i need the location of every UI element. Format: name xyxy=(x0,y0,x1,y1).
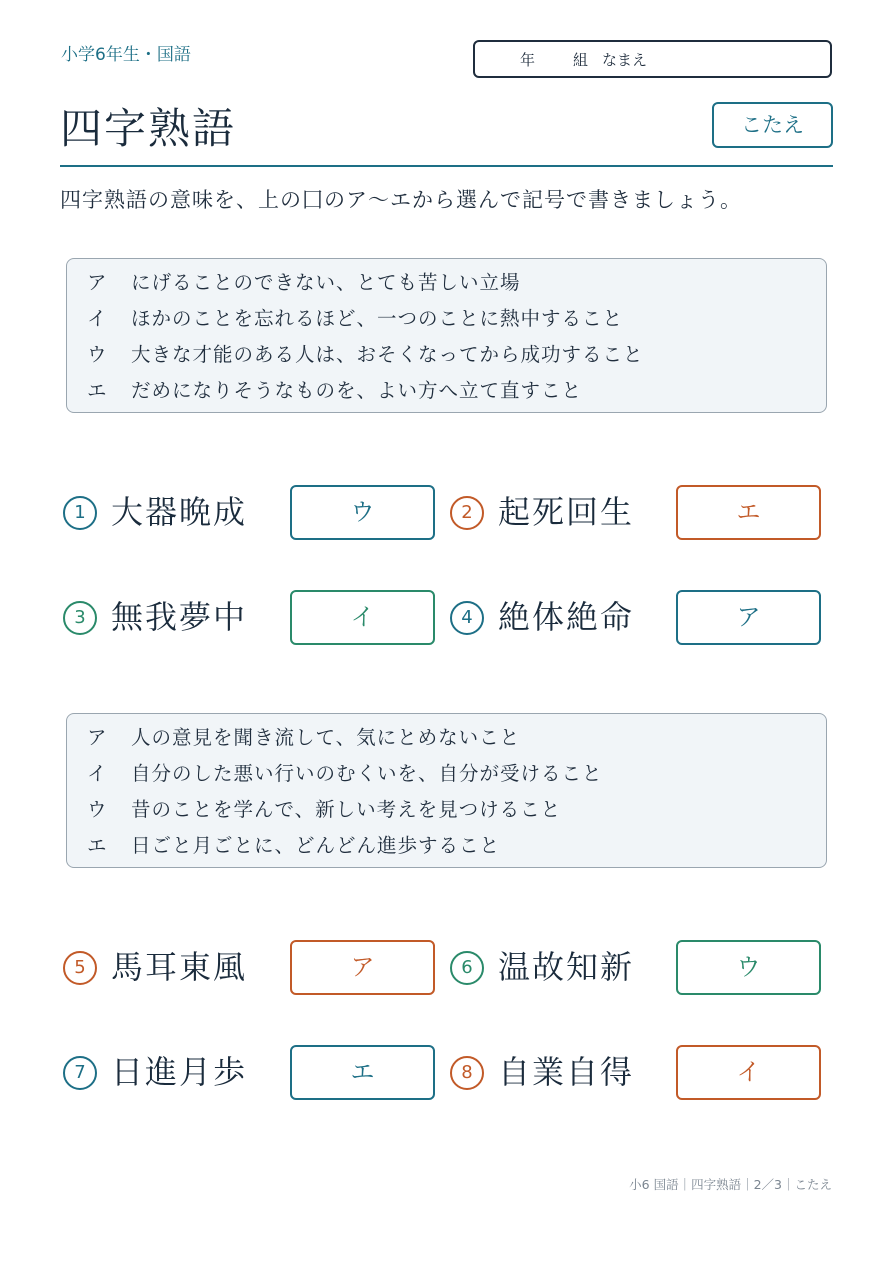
instruction-text: 四字熟語の意味を、上の囗のア〜エから選んで記号で書きましょう。 xyxy=(60,188,742,212)
choice-letter: ウ xyxy=(87,798,108,821)
question-number: 2 xyxy=(450,496,484,530)
choice-text: にげることのできない、とても苦しい立場 xyxy=(131,271,521,294)
choice-letter: イ xyxy=(87,307,108,330)
page-title: 四字熟語 xyxy=(60,104,237,153)
answer-box[interactable]: ウ xyxy=(290,485,435,540)
idiom-word: 自業自得 xyxy=(498,1053,635,1091)
answer-box[interactable]: ア xyxy=(676,590,821,645)
idiom-word: 無我夢中 xyxy=(111,598,248,636)
idiom-word: 温故知新 xyxy=(498,948,635,986)
answer-badge: こたえ xyxy=(712,102,833,148)
answer-box[interactable]: エ xyxy=(676,485,821,540)
choice-text: ほかのことを忘れるほど、一つのことに熱中すること xyxy=(131,307,624,330)
choice-letter: エ xyxy=(87,834,108,857)
name-box[interactable] xyxy=(473,40,832,78)
question-number: 5 xyxy=(63,951,97,985)
name-box-name-label: なまえ xyxy=(602,51,648,69)
choice-item xyxy=(87,830,500,858)
question-number: 8 xyxy=(450,1056,484,1090)
choice-letter: イ xyxy=(87,762,108,785)
choice-text: 日ごと月ごとに、どんどん進歩すること xyxy=(131,834,501,857)
choice-item xyxy=(87,339,644,367)
answer-box[interactable]: ウ xyxy=(676,940,821,995)
idiom-word: 日進月歩 xyxy=(111,1053,248,1091)
name-box-class-label: 組 xyxy=(573,51,589,69)
name-box-year-label: 年 xyxy=(520,51,536,69)
idiom-word: 起死回生 xyxy=(498,493,635,531)
choice-box-1 xyxy=(66,258,827,413)
idiom-word: 絶体絶命 xyxy=(498,598,635,636)
choice-item xyxy=(87,758,603,786)
question-number: 4 xyxy=(450,601,484,635)
choice-letter: エ xyxy=(87,379,108,402)
choice-item xyxy=(87,794,561,822)
choice-letter: ア xyxy=(87,271,108,294)
answer-box[interactable]: ア xyxy=(290,940,435,995)
title-divider xyxy=(60,165,833,167)
choice-item xyxy=(87,303,623,331)
question-number: 1 xyxy=(63,496,97,530)
answer-box[interactable]: エ xyxy=(290,1045,435,1100)
choice-text: だめになりそうなものを、よい方へ立て直すこと xyxy=(131,379,583,402)
idiom-word: 大器晩成 xyxy=(111,493,248,531)
question-number: 7 xyxy=(63,1056,97,1090)
choice-item xyxy=(87,722,520,750)
choice-letter: ウ xyxy=(87,343,108,366)
answer-box[interactable]: イ xyxy=(676,1045,821,1100)
choice-item xyxy=(87,267,521,295)
choice-text: 大きな才能のある人は、おそくなってから成功すること xyxy=(131,343,644,366)
question-number: 6 xyxy=(450,951,484,985)
choice-text: 自分のした悪い行いのむくいを、自分が受けること xyxy=(131,762,603,785)
choice-text: 人の意見を聞き流して、気にとめないこと xyxy=(131,726,521,749)
idiom-word: 馬耳東風 xyxy=(111,948,248,986)
choice-item xyxy=(87,375,582,403)
answer-box[interactable]: イ xyxy=(290,590,435,645)
grade-subject: 小学6年生・国語 xyxy=(61,45,191,65)
question-number: 3 xyxy=(63,601,97,635)
choice-letter: ア xyxy=(87,726,108,749)
choice-text: 昔のことを学んで、新しい考えを見つけること xyxy=(131,798,562,821)
choice-box-2 xyxy=(66,713,827,868)
page-footer: 小6 国語｜四字熟語｜2／3｜こたえ xyxy=(629,1177,832,1192)
